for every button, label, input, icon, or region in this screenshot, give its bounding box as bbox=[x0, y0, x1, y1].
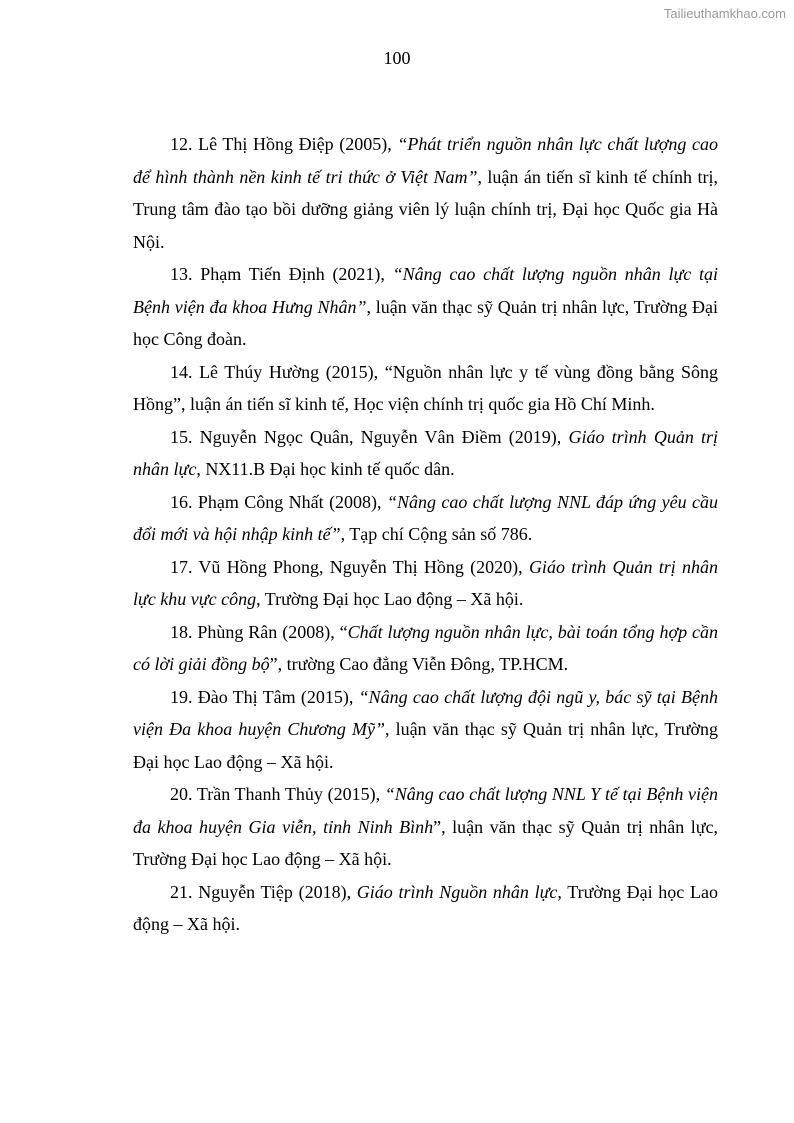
reference-item: 19. Đào Thị Tâm (2015), “Nâng cao chất lượng đội ngũ y, bác sỹ tại Bệnh viện Đa khoa huyện Chương Mỹ”, luận văn thạc sỹ Quản trị nhân lực, Trường Đại học Lao động – Xã hội. bbox=[133, 686, 718, 772]
reference-item: 14. Lê Thúy Hường (2015), “Nguồn nhân lực y tế vùng đồng bằng Sông Hồng”, luận án tiến sĩ kinh tế, Học viện chính trị quốc gia Hồ Chí Minh. bbox=[133, 361, 718, 414]
reference-item: 15. Nguyễn Ngọc Quân, Nguyễn Vân Điềm (2019), Giáo trình Quản trị nhân lực, NX11.B Đại học kinh tế quốc dân. bbox=[133, 426, 718, 479]
reference-item: 18. Phùng Rân (2008), “Chất lượng nguồn nhân lực, bài toán tổng hợp cần có lời giải đồng bộ”, trường Cao đẳng Viễn Đông, TP.HCM. bbox=[133, 621, 718, 674]
watermark-text: Tailieuthamkhao.com bbox=[663, 6, 786, 21]
reference-list bbox=[133, 128, 718, 941]
page-number: 100 bbox=[383, 48, 411, 68]
reference-item: 17. Vũ Hồng Phong, Nguyễn Thị Hồng (2020), Giáo trình Quản trị nhân lực khu vực công, Trường Đại học Lao động – Xã hội. bbox=[133, 556, 718, 609]
reference-item: 20. Trần Thanh Thủy (2015), “Nâng cao chất lượng NNL Y tế tại Bệnh viện đa khoa huyện Gia viễn, tỉnh Ninh Bình”, luận văn thạc sỹ Quản trị nhân lực, Trường Đại học Lao động – Xã hội. bbox=[133, 784, 718, 869]
reference-item: 21. Nguyễn Tiệp (2018), Giáo trình Nguồn nhân lực, Trường Đại học Lao động – Xã hội. bbox=[133, 881, 718, 934]
reference-item: 12. Lê Thị Hồng Điệp (2005), “Phát triển nguồn nhân lực chất lượng cao để hình thành nền kinh tế tri thức ở Việt Nam”, luận án tiến sĩ kinh tế chính trị, Trung tâm đào tạo bồi dưỡng giảng viên lý luận chính trị, Đại học Quốc gia Hà Nội. bbox=[133, 134, 718, 252]
reference-item: 13. Phạm Tiến Định (2021), “Nâng cao chất lượng nguồn nhân lực tại Bệnh viện đa khoa Hưng Nhân”, luận văn thạc sỹ Quản trị nhân lực, Trường Đại học Công đoàn. bbox=[133, 264, 718, 349]
reference-item: 16. Phạm Công Nhất (2008), “Nâng cao chất lượng NNL đáp ứng yêu cầu đổi mới và hội nhập kinh tế”, Tạp chí Cộng sản số 786. bbox=[133, 491, 719, 544]
